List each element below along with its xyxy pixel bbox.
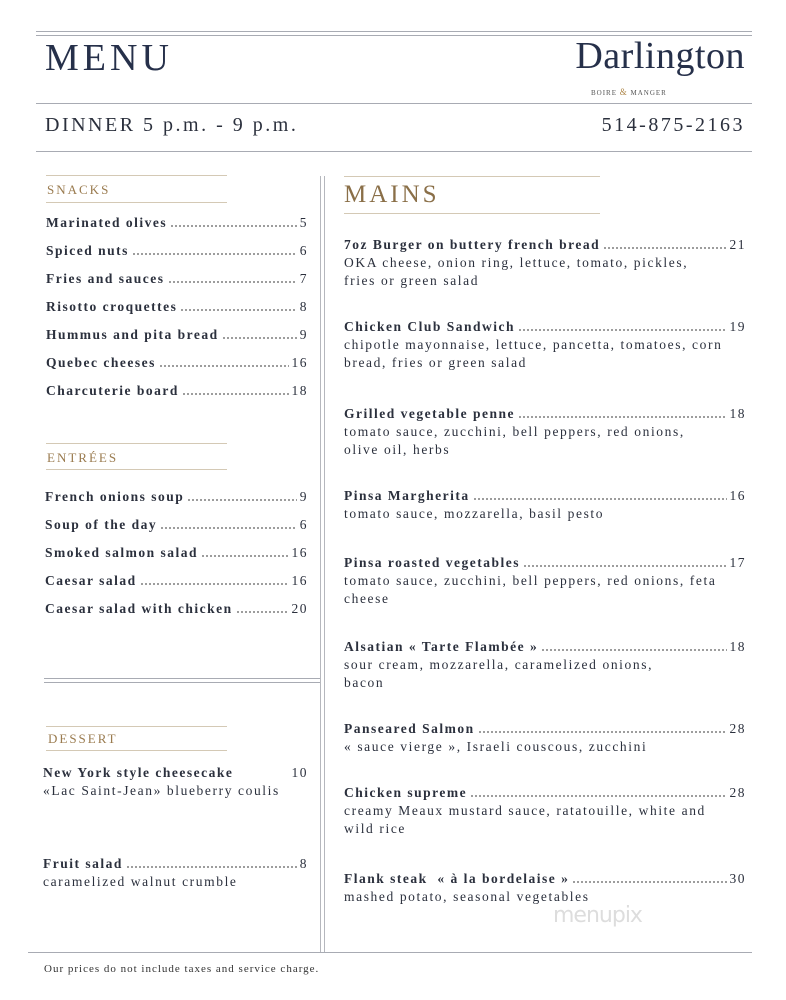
dot-leader: [236, 611, 289, 613]
phone-number: 514-875-2163: [601, 114, 745, 136]
dot-leader: [541, 649, 726, 651]
divider: [28, 952, 752, 953]
dessert-heading: DESSERT: [48, 731, 118, 746]
item-description: tomato sauce, zucchini, bell peppers, red onions, olive oil, herbs: [344, 424, 685, 457]
dot-leader: [201, 555, 288, 557]
item-price: 8: [299, 299, 308, 314]
tagline-amp: &: [619, 87, 628, 97]
item-price: 16: [291, 573, 308, 588]
item-name: Pinsa roasted vegetables: [344, 555, 520, 570]
item-price: 18: [291, 383, 308, 398]
dot-leader: [159, 365, 289, 367]
brand-logo: Darlington: [575, 35, 745, 77]
menu-item: [45, 573, 308, 589]
section-rule: [344, 176, 600, 177]
item-price: 18: [729, 406, 746, 421]
item-price: 8: [299, 856, 308, 871]
menu-item: [43, 856, 308, 872]
section-rule: [46, 726, 227, 727]
footer-note: Our prices do not include taxes and service charge.: [44, 963, 320, 975]
item-price: 18: [729, 639, 746, 654]
item-name: Fries and sauces: [46, 271, 165, 286]
item-name: Quebec cheeses: [46, 355, 156, 370]
section-rule: [344, 213, 600, 214]
dot-leader: [470, 795, 726, 797]
dot-leader: [180, 309, 296, 311]
divider: [36, 103, 752, 104]
dot-leader: [182, 393, 289, 395]
menu-item: [46, 355, 308, 371]
item-price: 20: [291, 601, 308, 616]
item-description: mashed potato, seasonal vegetables: [344, 889, 590, 904]
menu-item: [46, 243, 308, 259]
item-price: 19: [729, 319, 746, 334]
menu-item: [43, 765, 308, 781]
divider: [44, 678, 320, 679]
item-price: 9: [299, 489, 308, 504]
menu-item: [344, 555, 746, 571]
item-price: 28: [729, 785, 746, 800]
dot-leader: [187, 499, 296, 501]
menu-item: [344, 785, 746, 801]
item-price: 16: [729, 488, 746, 503]
dot-leader: [603, 247, 726, 249]
section-rule: [46, 443, 227, 444]
menu-item: [46, 383, 308, 399]
menu-item: [46, 215, 308, 231]
item-price: 17: [729, 555, 746, 570]
dot-leader: [170, 225, 297, 227]
column-divider: [324, 176, 325, 952]
menu-item: [46, 327, 308, 343]
menu-item: [344, 639, 746, 655]
item-description: OKA cheese, onion ring, lettuce, tomato, pickles, fries or green salad: [344, 255, 689, 288]
item-name: Marinated olives: [46, 215, 168, 230]
dot-leader: [160, 527, 297, 529]
item-price: 10: [291, 765, 308, 780]
item-price: 6: [299, 243, 308, 258]
menu-item: [46, 299, 308, 315]
item-price: 9: [299, 327, 308, 342]
item-price: 28: [729, 721, 746, 736]
divider: [36, 31, 752, 32]
dot-leader: [132, 253, 297, 255]
menu-item: [344, 871, 746, 887]
item-description: chipotle mayonnaise, lettuce, pancetta, tomatoes, corn bread, fries or green salad: [344, 337, 723, 370]
item-name: Fruit salad: [43, 856, 123, 871]
item-price: 21: [729, 237, 746, 252]
menu-item: [45, 517, 308, 533]
item-name: Caesar salad with chicken: [45, 601, 233, 616]
item-name: Panseared Salmon: [344, 721, 475, 736]
dot-leader: [222, 337, 297, 339]
item-name: Risotto croquettes: [46, 299, 178, 314]
item-description: sour cream, mozzarella, caramelized onions, bacon: [344, 657, 654, 690]
brand-tagline: [591, 87, 667, 97]
item-name: Pinsa Margherita: [344, 488, 470, 503]
item-price: 16: [291, 545, 308, 560]
menu-item: [46, 271, 308, 287]
item-price: 16: [291, 355, 308, 370]
item-name: Flank steak « à la bordelaise »: [344, 871, 570, 886]
dot-leader: [140, 583, 289, 585]
snacks-heading: SNACKS: [47, 182, 111, 197]
dot-leader: [518, 416, 727, 418]
section-rule: [46, 750, 227, 751]
item-name: Charcuterie board: [46, 383, 179, 398]
item-description: tomato sauce, zucchini, bell peppers, red onions, feta cheese: [344, 573, 717, 606]
item-price: 6: [299, 517, 308, 532]
dot-leader: [478, 731, 727, 733]
item-description: « sauce vierge », Israeli couscous, zucchini: [344, 739, 648, 754]
section-rule: [46, 202, 227, 203]
dinner-hours: DINNER 5 p.m. - 9 p.m.: [45, 114, 299, 136]
item-name: Alsatian « Tarte Flambée »: [344, 639, 539, 654]
section-rule: [46, 469, 227, 470]
item-description: creamy Meaux mustard sauce, ratatouille, white and wild rice: [344, 803, 706, 836]
item-name: Soup of the day: [45, 517, 158, 532]
item-name: Chicken supreme: [344, 785, 468, 800]
menu-item: [344, 319, 746, 335]
item-price: 7: [299, 271, 308, 286]
item-description: tomato sauce, mozzarella, basil pesto: [344, 506, 605, 521]
dot-leader: [523, 565, 727, 567]
menu-item: [45, 545, 308, 561]
item-name: New York style cheesecake: [43, 765, 234, 780]
item-description: caramelized walnut crumble: [43, 874, 238, 889]
item-name: Hummus and pita bread: [46, 327, 219, 342]
item-name: Grilled vegetable penne: [344, 406, 515, 421]
menu-item: [344, 237, 746, 253]
tagline-right: MANGER: [630, 89, 667, 97]
item-price: 5: [299, 215, 308, 230]
menu-item: [344, 406, 746, 422]
dot-leader: [572, 881, 726, 883]
item-name: French onions soup: [45, 489, 185, 504]
dot-leader: [168, 281, 297, 283]
menu-item: [344, 488, 746, 504]
item-price: 30: [729, 871, 746, 886]
menu-item: [45, 489, 308, 505]
item-name: Spiced nuts: [46, 243, 129, 258]
mains-heading: MAINS: [344, 181, 440, 208]
dot-leader: [473, 498, 727, 500]
item-description: «Lac Saint-Jean» blueberry coulis: [43, 783, 280, 798]
item-name: 7oz Burger on buttery french bread: [344, 237, 601, 252]
divider: [36, 151, 752, 152]
column-divider: [320, 176, 321, 952]
item-name: Smoked salmon salad: [45, 545, 199, 560]
menu-title: MENU: [45, 37, 173, 79]
entrees-heading: ENTRÉES: [47, 450, 119, 465]
watermark: menupix: [553, 903, 642, 928]
menu-item: [344, 721, 746, 737]
item-name: Caesar salad: [45, 573, 137, 588]
item-name: Chicken Club Sandwich: [344, 319, 516, 334]
dot-leader: [126, 866, 297, 868]
section-rule: [46, 175, 227, 176]
dot-leader: [518, 329, 726, 331]
tagline-left: BOIRE: [591, 89, 617, 97]
divider: [44, 682, 320, 683]
menu-item: [45, 601, 308, 617]
